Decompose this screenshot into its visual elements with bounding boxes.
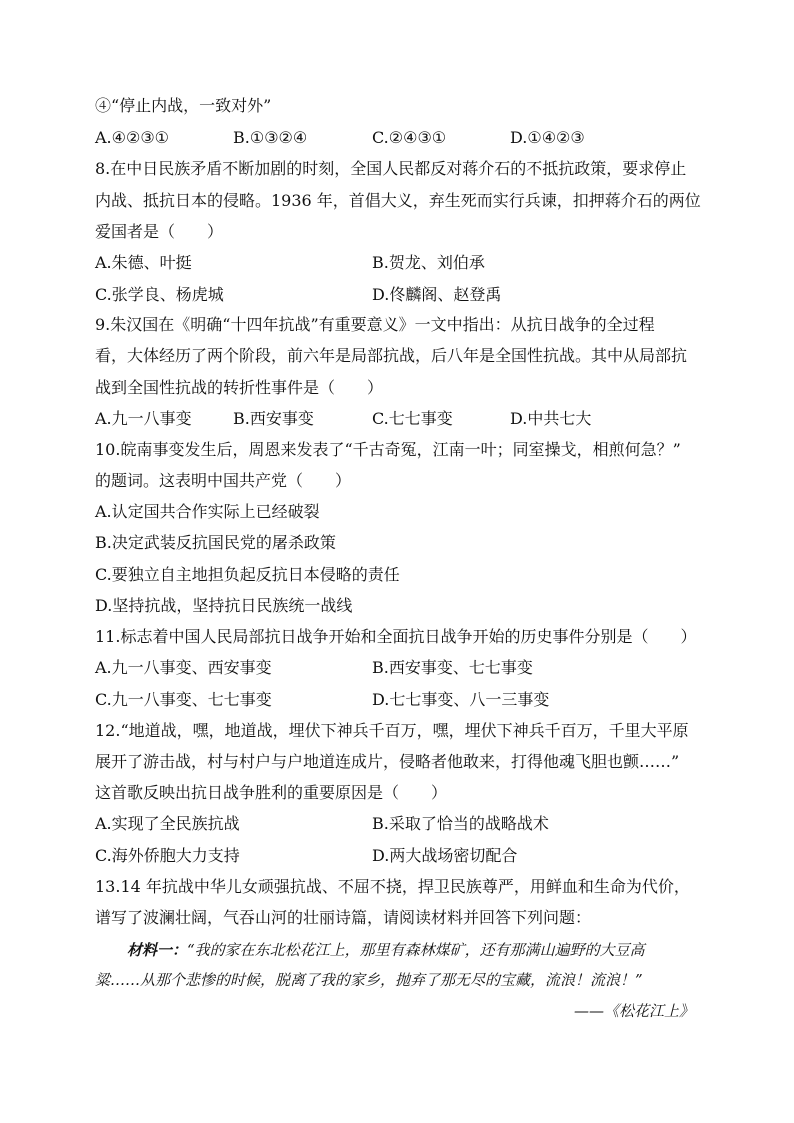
q13-material-source: ——《松花江上》: [573, 1002, 694, 1020]
q7-item-4: ④“停止内战，一致对外”: [95, 96, 272, 115]
q13-stem-line-1: 13.14 年抗战中华儿女顽强抗战、不屈不挠，捍卫民族尊严，用鲜血和生命为代价，: [95, 877, 690, 896]
q11-stem-line-1: 11.标志着中国人民局部抗日战争开始和全面抗日战争开始的历史事件分别是（ ）: [95, 627, 697, 646]
q9-option-c: C.七七事变: [372, 409, 453, 428]
q10-stem-line-2: 的题词。这表明中国共产党（ ）: [95, 471, 352, 490]
q11-option-c: C.九一八事变、七七事变: [95, 690, 272, 709]
material-label: 材料一：: [127, 941, 188, 959]
q8-stem-line-1: 8.在中日民族矛盾不断加剧的时刻，全国人民都反对蒋介石的不抵抗政策，要求停止: [95, 159, 687, 178]
q9-option-a: A.九一八事变: [95, 409, 192, 428]
q7-option-d: D.①④②③: [510, 128, 585, 147]
q8-stem-line-2: 内战、抵抗日本的侵略。1936 年，首倡大义，弃生死而实行兵谏，扣押蒋介石的两位: [95, 191, 701, 210]
q12-option-d: D.两大战场密切配合: [372, 846, 518, 865]
q7-option-a: A.④②③①: [95, 128, 170, 147]
q12-option-b: B.采取了恰当的战略战术: [372, 814, 549, 833]
q9-stem-line-3: 战到全国性抗战的转折性事件是（ ）: [95, 378, 384, 397]
q9-stem-line-1: 9.朱汉国在《明确“十四年抗战”有重要意义》一文中指出：从抗日战争的全过程: [95, 315, 655, 334]
q13-material-line-1: [95, 939, 695, 961]
q12-stem-line-1: 12.“地道战，嘿，地道战，埋伏下神兵千百万，嘿，埋伏下神兵千百万，千里大平原: [95, 721, 689, 740]
q11-option-b: B.西安事变、七七事变: [372, 658, 533, 677]
q10-option-c: C.要独立自主地担负起反抗日本侵略的责任: [95, 565, 400, 584]
q10-option-d: D.坚持抗战，坚持抗日民族统一战线: [95, 596, 353, 615]
q10-stem-line-1: 10.皖南事变发生后，周恩来发表了“千古奇冤，江南一叶；同室操戈，相煎何急？”: [95, 440, 681, 459]
q10-option-a: A.认定国共合作实际上已经破裂: [95, 502, 320, 521]
q9-stem-line-2: 看，大体经历了两个阶段，前六年是局部抗战，后八年是全国性抗战。其中从局部抗: [95, 346, 688, 365]
q7-option-b: B.①③②④: [233, 128, 308, 147]
q9-option-b: B.西安事变: [233, 409, 314, 428]
q8-option-a: A.朱德、叶挺: [95, 253, 192, 272]
q12-stem-line-2: 展开了游击战，村与村户与户地道连成片，侵略者他敢来，打得他魂飞胆也颤……”: [95, 752, 680, 771]
q10-option-b: B.决定武装反抗国民党的屠杀政策: [95, 533, 336, 552]
q13-material-line-2: 粱……从那个悲惨的时候，脱离了我的家乡，抛弃了那无尽的宝藏，流浪！流浪！”: [95, 971, 643, 989]
material-text-1: “我的家在东北松花江上，那里有森林煤矿，还有那满山遍野的大豆高: [187, 941, 645, 959]
q12-option-c: C.海外侨胞大力支持: [95, 846, 240, 865]
q8-option-d: D.佟麟阁、赵登禹: [372, 285, 502, 304]
q12-stem-line-3: 这首歌反映出抗日战争胜利的重要原因是（ ）: [95, 783, 448, 802]
q8-option-b: B.贺龙、刘伯承: [372, 253, 485, 272]
q11-option-a: A.九一八事变、西安事变: [95, 658, 272, 677]
q8-stem-line-3: 爱国者是（ ）: [95, 222, 224, 241]
q12-option-a: A.实现了全民族抗战: [95, 814, 240, 833]
q8-option-c: C.张学良、杨虎城: [95, 285, 224, 304]
q7-option-c: C.②④③①: [372, 128, 447, 147]
q9-option-d: D.中共七大: [510, 409, 592, 428]
q11-option-d: D.七七事变、八一三事变: [372, 690, 550, 709]
q13-stem-line-2: 谱写了波澜壮阔，气吞山河的壮丽诗篇，请阅读材料并回答下列问题：: [95, 908, 592, 927]
